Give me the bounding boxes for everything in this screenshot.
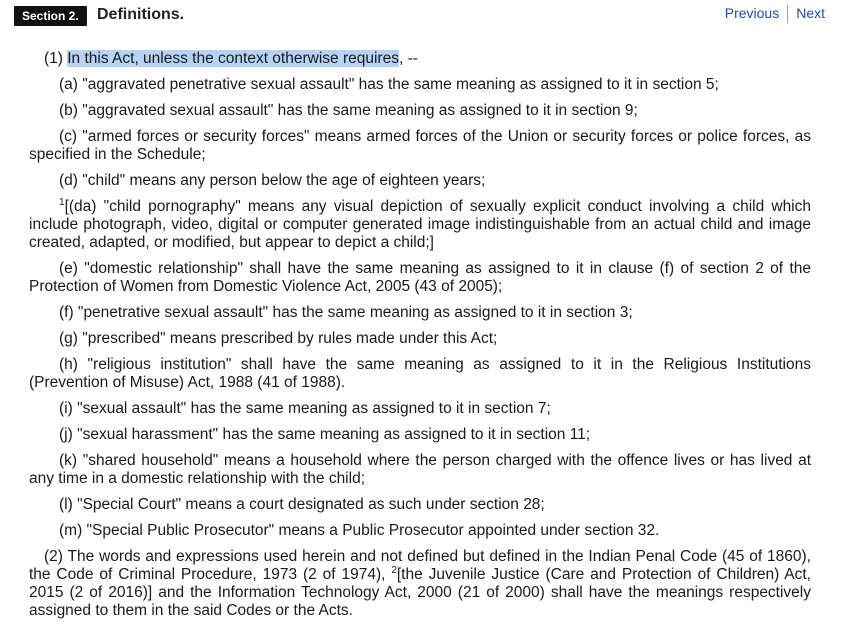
section-badge: Section 2. (14, 6, 87, 26)
next-link[interactable]: Next (796, 5, 825, 21)
previous-link[interactable]: Previous (724, 5, 780, 21)
clause-2-text-1: (2) The words and expressions used herein and not defined but defined in the Indian Penal Code (45 of 1860), the Code of Criminal Procedure, 1973 (2 of 1974), (29, 548, 811, 583)
definition-m: (m) "Special Public Prosecutor" means a Public Prosecutor appointed under section 32. (59, 522, 660, 539)
clause-2-text-2: [the Juvenile Justice (Care and Protection of Children) Act, 2015 (2 of 2016)] and the Information Technology Act, 2000 (21 of 2000) shall have the meanings respectively assigned to them in the said Codes or the Acts. (29, 566, 811, 619)
footnote-2-marker[interactable]: 2 (391, 564, 397, 576)
section-nav (725, 3, 825, 23)
definition-l: (l) "Special Court" means a court designated as such under section 28; (59, 496, 545, 513)
definition-g: (g) "prescribed" means prescribed by rules made under this Act; (59, 330, 498, 347)
section-body (29, 50, 811, 628)
definition-k: (k) "shared household" means a household where the person charged with the offence lives or has lived at any time in a domestic relationship with the child; (29, 452, 811, 487)
clause-2 (29, 548, 811, 620)
definition-d: (d) "child" means any person below the age of eighteen years; (59, 172, 486, 189)
nav-divider (787, 5, 788, 23)
clause-1-number: (1) (44, 50, 68, 67)
definition-b: (b) "aggravated sexual assault" has the same meaning as assigned to it in section 9; (59, 102, 638, 119)
definition-c: (c) "armed forces or security forces" means armed forces of the Union or security forces or police forces, as specified in the Schedule; (29, 128, 811, 163)
definition-h: (h) "religious institution" shall have the same meaning as assigned to it in the Religious Institutions (Prevention of Misuse) Act, 1988 (41 of 1988). (29, 356, 811, 391)
section-title: Definitions. (97, 6, 185, 23)
definition-i: (i) "sexual assault" has the same meaning as assigned to it in section 7; (59, 400, 551, 417)
section-header (0, 0, 851, 30)
definition-e: (e) "domestic relationship" shall have the same meaning as assigned to it in clause (f) of section 2 of the Protection of Women from Domestic Violence Act, 2005 (43 of 2005); (29, 260, 811, 295)
clause-1 (29, 50, 811, 68)
clause-1-tail: , -- (398, 50, 418, 67)
definition-j: (j) "sexual harassment" has the same meaning as assigned to it in section 11; (59, 426, 591, 443)
definition-f: (f) "penetrative sexual assault" has the same meaning as assigned to it in section 3; (59, 304, 633, 321)
definition-da (29, 198, 811, 252)
definition-a: (a) "aggravated penetrative sexual assault" has the same meaning as assigned to it in section 5; (59, 76, 719, 93)
definition-da-text: [(da) "child pornography" means any visual depiction of sexually explicit conduct involving a child which include photograph, video, digital or computer generated image indistinguishable from an actual child and image created, adapted, or modified, but appear to depict a child;] (29, 198, 811, 251)
footnote-1-marker[interactable]: 1 (59, 196, 65, 208)
selected-text: In this Act, unless the context otherwise requires (67, 50, 399, 67)
